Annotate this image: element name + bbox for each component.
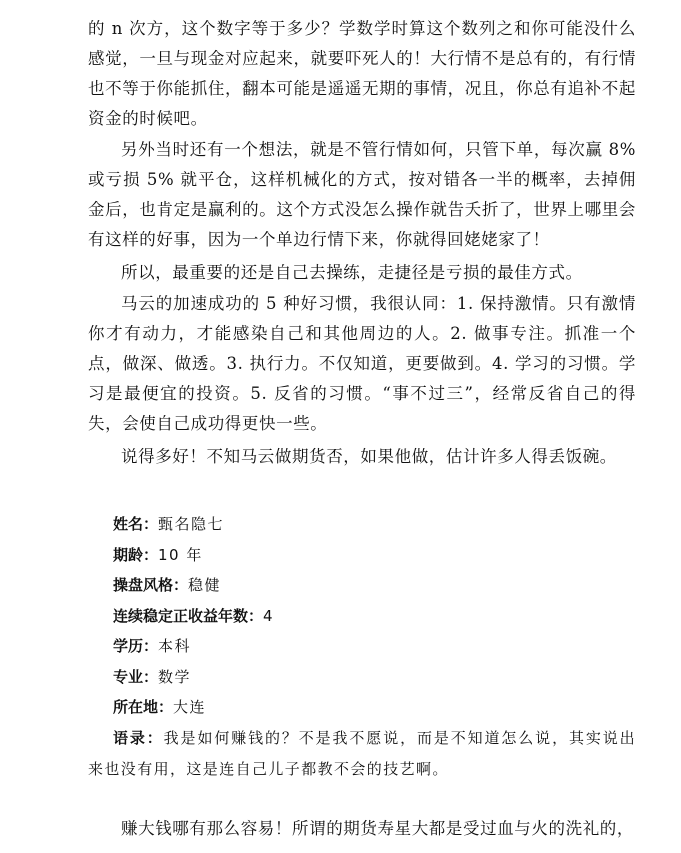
profile-key: 专业：: [113, 667, 159, 686]
profile-value: 数学: [158, 667, 192, 686]
profile-key: 所在地：: [113, 698, 174, 716]
profile-value: 本科: [158, 637, 192, 655]
profile-key: 姓名：: [113, 515, 159, 533]
paragraph-5: 说得多好！不知马云做期货否，如果他做，估计许多人得丢饭碗。: [121, 447, 617, 466]
paragraph-2: 另外当时还有一个想法，就是不管行情如何，只管下单，每次赢 8% 或亏损 5% 就平仓，这样机械化的方式，按对错各一半的概率，去掉佣金后，也肯定是赢利的。这个方式没怎么操作就告夭折了，世界上哪里会有这样的好事，因为一个单边行情下来，你就得回姥姥家了！: [88, 140, 636, 249]
profile-row-profit-years: [113, 601, 633, 632]
trader-profile: [113, 509, 633, 723]
profile-row-name: [113, 509, 633, 540]
paragraph-3: 所以，最重要的还是自己去操练，走捷径是亏损的最佳方式。: [121, 263, 583, 282]
profile-value: 10 年: [158, 545, 203, 564]
profile-value: 大连: [173, 698, 207, 716]
profile-value: 4: [263, 606, 275, 625]
quote-text: 我是如何赚钱的？不是我不愿说，而是不知道怎么说，其实说出来也没有用，这是连自己儿子都教不会的技艺啊。: [88, 729, 637, 778]
profile-row-location: [113, 692, 633, 723]
profile-value: 甄名隐七: [158, 515, 225, 533]
profile-value: 稳健: [188, 576, 222, 594]
profile-key: 操盘风格：: [113, 576, 189, 594]
paragraph-1: 的 n 次方，这个数字等于多少？学数学时算这个数列之和你可能没什么感觉，一旦与现金对应起来，就要吓死人的！大行情不是总有的，有行情也不等于你能抓住，翻本可能是遥遥无期的事情，况且，你总有追补不起资金的时候吧。: [88, 19, 636, 128]
profile-row-experience: [113, 540, 633, 571]
quote-key: 语录：: [113, 729, 164, 747]
profile-row-major: [113, 662, 633, 693]
profile-row-style: [113, 570, 633, 601]
profile-key: 学历：: [113, 637, 159, 655]
profile-row-education: [113, 631, 633, 662]
trader-quote: [88, 723, 636, 784]
paragraph-4: 马云的加速成功的 5 种好习惯，我很认同：1. 保持激情。只有激情你才有动力，才能感染自己和其他周边的人。2. 做事专注。抓准一个点，做深、做透。3. 执行力。不仅知道，更要做到。4. 学习的习惯。学习是最便宜的投资。5. 反省的习惯。“事不过三”，经常反省自己的得失，会使自己成功得更快一些。: [88, 294, 636, 433]
profile-key: 连续稳定正收益年数：: [113, 606, 264, 625]
closing-paragraph: 赚大钱哪有那么容易！所谓的期货寿星大都是受过血与火的洗礼的，: [121, 819, 634, 838]
profile-key: 期龄：: [113, 545, 159, 564]
